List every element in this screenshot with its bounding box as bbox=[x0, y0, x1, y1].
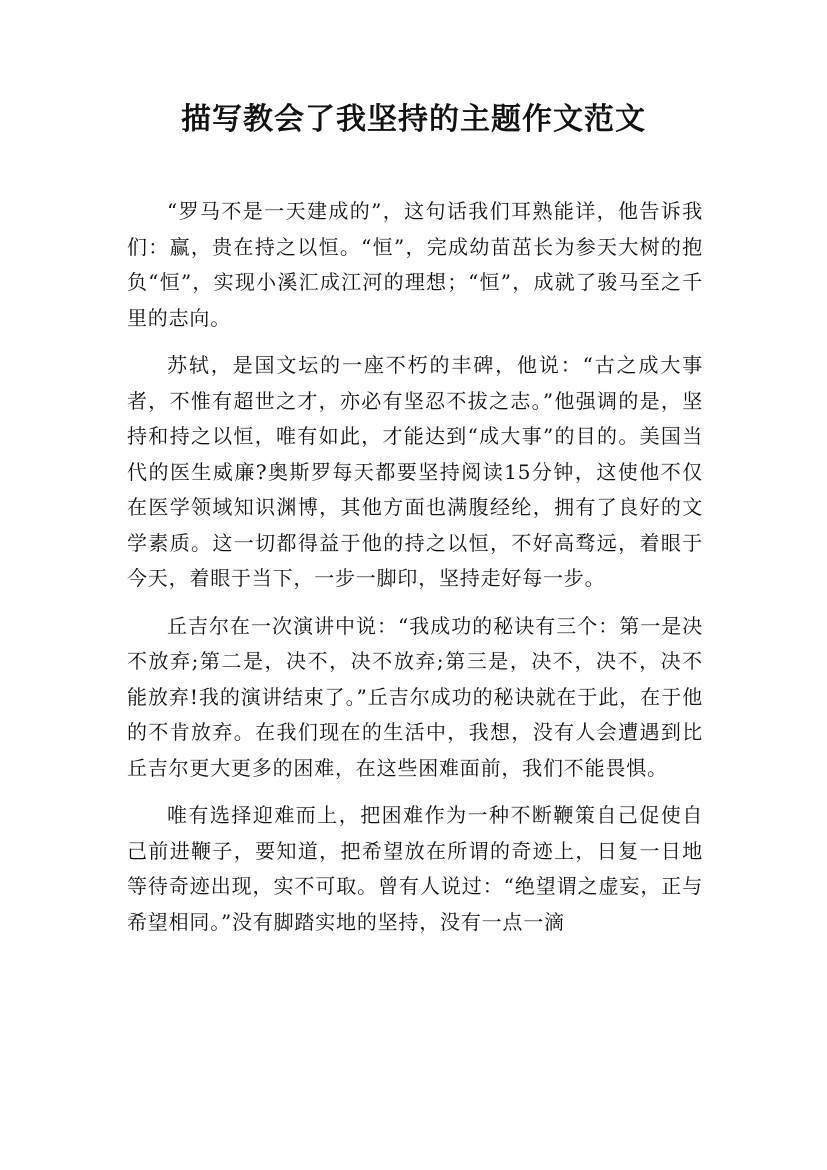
document-title: 描写教会了我坚持的主题作文范文 bbox=[181, 102, 646, 137]
paragraph-3: 丘吉尔在一次演讲中说：“我成功的秘诀有三个：第一是决不放弃;第二是，决不，决不放弃;第三是，决不，决不，决不能放弃!我的演讲结束了。”丘吉尔成功的秘诀就在于此，在于他的不肯放弃。在我们现在的生活中，我想，没有人会遭遇到比丘吉尔更大更多的困难，在这些困难面前，我们不能畏惧。 bbox=[127, 613, 703, 780]
paragraph-2: 苏轼，是国文坛的一座不朽的丰碑，他说：“古之成大事者，不惟有超世之才，亦必有坚忍不拔之志。”他强调的是，坚持和持之以恒，唯有如此，才能达到“成大事”的目的。美国当代的医生威廉?奥斯罗每天都要坚持阅读15分钟，这使他不仅在医学领域知识渊博，其他方面也满腹经纶，拥有了良好的文学素质。这一切都得益于他的持之以恒，不好高骛远，着眼于今天，着眼于当下，一步一脚印，坚持走好每一步。 bbox=[127, 353, 703, 590]
document-body bbox=[127, 194, 703, 952]
paragraph-1: “罗马不是一天建成的”，这句话我们耳熟能详，他告诉我们：赢，贵在持之以恒。“恒”，完成幼苗茁长为参天大树的抱负“恒”，实现小溪汇成江河的理想；“恒”，成就了骏马至之千里的志向。 bbox=[127, 199, 703, 330]
paragraph-4: 唯有选择迎难而上，把困难作为一种不断鞭策自己促使自己前进鞭子，要知道，把希望放在所谓的奇迹上，日复一日地等待奇迹出现，实不可取。曾有人说过：“绝望谓之虚妄，正与希望相同。”没有脚踏实地的坚持，没有一点一滴 bbox=[127, 803, 703, 934]
